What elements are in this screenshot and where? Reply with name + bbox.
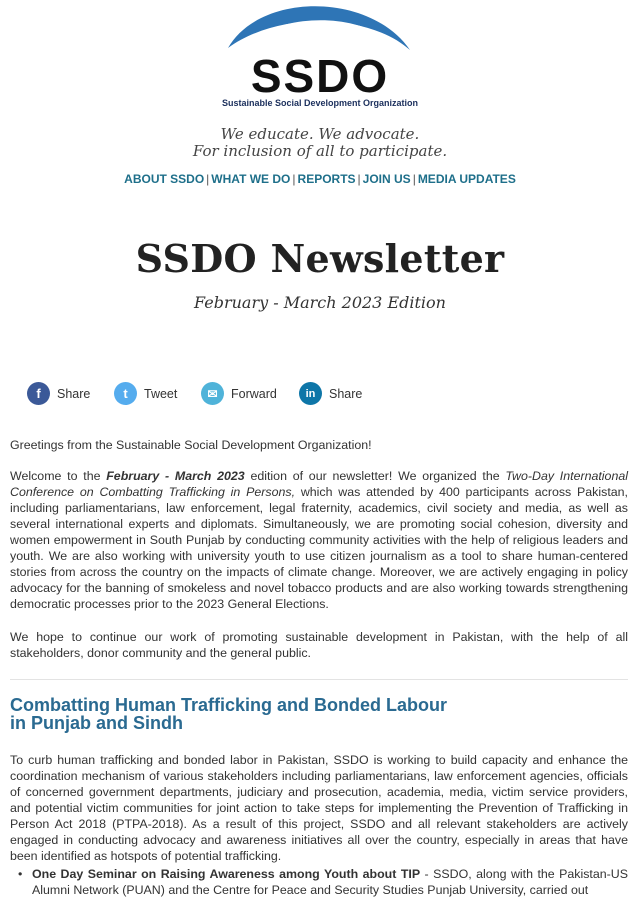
- forward-button[interactable]: [201, 382, 277, 405]
- greeting-text: Greetings from the Sustainable Social Development Organization!: [10, 438, 372, 452]
- share-label: Share: [329, 386, 363, 401]
- nav-reports[interactable]: REPORTS: [297, 172, 356, 186]
- nav-about-ssdo[interactable]: ABOUT SSDO: [124, 172, 205, 186]
- bullet-title: One Day Seminar on Raising Awareness among Youth about TIP: [32, 867, 421, 881]
- ssdo-logo[interactable]: [220, 0, 420, 112]
- welcome-prefix: Welcome to the: [10, 469, 107, 483]
- welcome-rest: which was attended by 400 participants across Pakistan, including parliamentarians, law enforcement, legal fraternity, academics, civil society and media, as well as several international experts and diplomats. Simultaneously, we are promoting social cohesion, diversity and women empowerment in South Punjab by conducting community activities with the help of religious leaders and youth. We are also working with university youth to use citizen journalism as a tool to share human-centered stories from across the country on the impacts of climate change. Moreover, we are actively engaging in policy advocacy for the banning of smokeless and novel tobacco products and are also working towards strengthening democratic processes prior to the 2023 General Elections.: [10, 485, 628, 611]
- welcome-paragraph: [10, 468, 628, 612]
- nav-join-us[interactable]: JOIN US: [362, 172, 411, 186]
- section-divider: [10, 679, 628, 680]
- nav-what-we-do[interactable]: WHAT WE DO: [211, 172, 291, 186]
- svg-text:Sustainable Social Development: Sustainable Social Development Organization: [221, 98, 419, 108]
- linkedin-icon: in: [299, 382, 322, 405]
- bullet-dot: •: [18, 867, 23, 881]
- forward-label: Forward: [231, 386, 277, 401]
- tagline-line-1: We educate. We advocate.: [220, 125, 420, 143]
- email-icon: ✉: [201, 382, 224, 405]
- newsletter-title: SSDO Newsletter: [135, 236, 505, 281]
- nav-media-updates[interactable]: MEDIA UPDATES: [417, 172, 516, 186]
- hope-paragraph: We hope to continue our work of promoting sustainable development in Pakistan, with the help of all stakeholders, donor community and the general public.: [10, 630, 628, 660]
- nav-separator: |: [412, 172, 416, 186]
- section-heading-line-1: Combatting Human Trafficking and Bonded Labour: [10, 695, 448, 715]
- top-nav: [0, 172, 640, 186]
- nav-separator: |: [206, 172, 210, 186]
- svg-text:SSDO: SSDO: [250, 50, 390, 102]
- tweet-label: Tweet: [144, 386, 178, 401]
- facebook-icon: f: [27, 382, 50, 405]
- share-label: Share: [57, 386, 91, 401]
- nav-separator: |: [292, 172, 296, 186]
- twitter-icon: t: [114, 382, 137, 405]
- welcome-edition: February - March 2023: [106, 469, 245, 483]
- ssdo-logo-graphic: [220, 0, 420, 112]
- facebook-share-button[interactable]: [27, 382, 90, 405]
- newsletter-edition: February - March 2023 Edition: [194, 293, 446, 312]
- tagline-line-2: For inclusion of all to participate.: [192, 142, 448, 160]
- share-bar: [0, 382, 640, 406]
- section-body: To curb human trafficking and bonded labor in Pakistan, SSDO is working to build capacity and enhance the coordination mechanism of various stakeholders including parliamentarians, law enforcement agencies, officials of concerned government departments, judiciary and prosecution, academia, media, victim service providers, and potential victim communities for joint action to take steps for implementing the Prevention of Trafficking in Person Act 2018 (PTPA-2018). As a result of this project, SSDO and all relevant stakeholders are actively engaged in conducting advocacy and awareness initiatives all over the country, especially in areas that have been identified as hotspots of potential trafficking.: [10, 753, 628, 863]
- linkedin-share-button[interactable]: [299, 382, 362, 405]
- section-heading: [10, 696, 570, 732]
- nav-separator: |: [357, 172, 361, 186]
- bullet-text: - SSDO, along with the Pakistan-US Alumni Network (PUAN) and the Centre for Peace and Security Studies Punjab University, carried out: [32, 867, 628, 897]
- section-heading-line-2: in Punjab and Sindh: [10, 713, 183, 733]
- welcome-mid: edition of our newsletter! We organized the: [244, 469, 506, 483]
- conference-name: Two-Day International Conference on Combatting Trafficking in Persons,: [10, 469, 628, 499]
- tweet-button[interactable]: [114, 382, 177, 405]
- list-item: [18, 866, 628, 898]
